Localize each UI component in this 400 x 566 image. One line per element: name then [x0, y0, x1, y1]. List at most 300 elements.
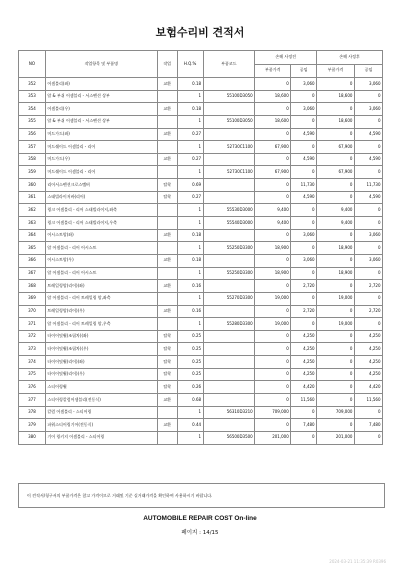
- cell-part-price-after: 0: [317, 191, 355, 204]
- cell-labor-after: 0: [354, 242, 382, 255]
- cell-part-price-after: 0: [317, 381, 355, 394]
- cell-labor-before: 4,420: [291, 381, 317, 394]
- cell-labor-after: 3,060: [354, 229, 382, 242]
- cell-hq: 1: [177, 115, 203, 128]
- header-part-price-after: 부품가격: [317, 64, 355, 78]
- cell-labor-after: 0: [354, 141, 382, 154]
- cell-part-price-before: 0: [255, 343, 291, 356]
- cell-no: 375: [19, 368, 46, 381]
- cell-hq: 1: [177, 242, 203, 255]
- cell-labor-before: 3,060: [291, 254, 317, 267]
- cell-part-price-before: 0: [255, 394, 291, 407]
- cell-part-code: 55280D3300: [203, 318, 255, 331]
- table-row: [19, 254, 383, 267]
- cell-labor-before: 4,590: [291, 128, 317, 141]
- cell-work: 교환: [157, 280, 177, 293]
- cell-part-price-after: 0: [317, 419, 355, 432]
- cell-no: 364: [19, 229, 46, 242]
- cell-part-price-after: 9,400: [317, 204, 355, 217]
- cell-no: 372: [19, 330, 46, 343]
- page-number: 페이지 : 14/15: [181, 530, 219, 536]
- table-row: [19, 267, 383, 280]
- table-row: [19, 78, 383, 91]
- cell-hq: 1: [177, 431, 203, 444]
- cell-labor-before: 0: [291, 242, 317, 255]
- cell-item: 칼럼 어셈블리 - 스티어링: [45, 406, 157, 419]
- header-item: 작업항목 및 부품명: [45, 51, 157, 78]
- cell-part-code: [203, 343, 255, 356]
- cell-item: 머드가드(좌): [45, 128, 157, 141]
- cell-item: 리어서스펜션크로스멤버: [45, 179, 157, 192]
- cell-item: 스티어링칼럼어셈블리(전동식): [45, 394, 157, 407]
- table-row: [19, 153, 383, 166]
- cell-part-code: [203, 179, 255, 192]
- cell-part-price-before: 201,000: [255, 431, 291, 444]
- cell-labor-after: 0: [354, 406, 382, 419]
- cell-item: 암 & 부쉬 어셈블리 - 서스펜션 상부: [45, 115, 157, 128]
- cell-work: 교환: [157, 229, 177, 242]
- table-row: [19, 381, 383, 394]
- disclaimer-note: 이 견적서/청구서의 부품가격은 참고 가격이므로 거래및 기준 실거래가격을 확인하여 사용하시기 바랍니다.: [18, 483, 385, 508]
- cell-no: 359: [19, 166, 46, 179]
- cell-labor-before: 0: [291, 90, 317, 103]
- cell-part-code: 55100D3050: [203, 90, 255, 103]
- cell-part-code: [203, 254, 255, 267]
- cell-labor-after: 3,060: [354, 103, 382, 116]
- cell-part-price-after: 201,000: [317, 431, 355, 444]
- cell-part-price-after: 0: [317, 280, 355, 293]
- table-row: [19, 431, 383, 444]
- cell-part-price-before: 19,000: [255, 318, 291, 331]
- cell-hq: 0.27: [177, 128, 203, 141]
- cell-work: 교환: [157, 419, 177, 432]
- header-hq: H.Q.%: [177, 51, 203, 78]
- cell-part-price-before: 67,900: [255, 166, 291, 179]
- cell-part-price-before: 0: [255, 368, 291, 381]
- cell-hq: 1: [177, 217, 203, 230]
- cell-no: 371: [19, 318, 46, 331]
- cell-labor-before: 4,590: [291, 191, 317, 204]
- cell-part-price-before: 0: [255, 103, 291, 116]
- header-work: 작업: [157, 51, 177, 78]
- table-row: [19, 419, 383, 432]
- cell-no: 357: [19, 141, 46, 154]
- cell-hq: 0.25: [177, 330, 203, 343]
- cell-part-price-after: 18,600: [317, 90, 355, 103]
- cell-hq: 0.44: [177, 419, 203, 432]
- cell-labor-before: 0: [291, 115, 317, 128]
- cell-item: 암 어셈블리 - 리어 트레일링 암,좌측: [45, 292, 157, 305]
- cell-work: [157, 115, 177, 128]
- cell-labor-before: 4,590: [291, 153, 317, 166]
- table-row: [19, 318, 383, 331]
- cell-item: 스태빌라이저바(리어): [45, 191, 157, 204]
- cell-item: 머드쉐이드 어셈블리 - 리어: [45, 141, 157, 154]
- cell-item: 링크 어셈블리 - 리어 스태빌라이저,좌측: [45, 204, 157, 217]
- cell-hq: 0.18: [177, 103, 203, 116]
- cell-labor-after: 4,250: [354, 356, 382, 369]
- cell-labor-before: 0: [291, 406, 317, 419]
- cell-no: 374: [19, 356, 46, 369]
- cell-labor-after: 7,480: [354, 419, 382, 432]
- table-row: [19, 394, 383, 407]
- cell-labor-before: 0: [291, 318, 317, 331]
- cell-work: [157, 217, 177, 230]
- cell-work: [157, 204, 177, 217]
- header-no: NO: [19, 51, 46, 78]
- table-row: [19, 356, 383, 369]
- cell-part-price-before: 0: [255, 128, 291, 141]
- cell-labor-after: 0: [354, 166, 382, 179]
- cell-hq: 0.25: [177, 356, 203, 369]
- cell-labor-before: 2,720: [291, 305, 317, 318]
- cell-part-code: 55250D3300: [203, 242, 255, 255]
- cell-labor-before: 0: [291, 292, 317, 305]
- cell-no: 379: [19, 419, 46, 432]
- cell-part-price-after: 67,900: [317, 141, 355, 154]
- cell-item: 파워스티어링기어(전동식): [45, 419, 157, 432]
- cell-part-code: [203, 191, 255, 204]
- cell-part-code: [203, 128, 255, 141]
- cell-no: 356: [19, 128, 46, 141]
- cell-hq: 0.18: [177, 78, 203, 91]
- header-before: 손해 사정전: [255, 51, 317, 65]
- cell-hq: 0.27: [177, 153, 203, 166]
- cell-labor-before: 4,250: [291, 343, 317, 356]
- table-row: [19, 128, 383, 141]
- cell-no: 360: [19, 179, 46, 192]
- table-row: [19, 217, 383, 230]
- cell-part-price-after: 18,900: [317, 267, 355, 280]
- cell-part-code: 56500D3500: [203, 431, 255, 444]
- cell-no: 378: [19, 406, 46, 419]
- cell-labor-after: 0: [354, 431, 382, 444]
- cell-part-code: 56310D3210: [203, 406, 255, 419]
- cell-work: [157, 318, 177, 331]
- cell-work: 교환: [157, 153, 177, 166]
- cell-labor-after: 2,720: [354, 280, 382, 293]
- cell-hq: 0.69: [177, 179, 203, 192]
- cell-labor-before: 3,060: [291, 103, 317, 116]
- cell-part-code: [203, 103, 255, 116]
- table-row: [19, 166, 383, 179]
- cell-part-price-after: 0: [317, 254, 355, 267]
- cell-item: 타이어및휠(조립차)(우): [45, 343, 157, 356]
- cell-part-code: 52730C1100: [203, 141, 255, 154]
- cell-part-price-after: 19,000: [317, 318, 355, 331]
- cell-item: 암 어셈블리 - 리어 어시스트: [45, 242, 157, 255]
- cell-part-price-after: 0: [317, 343, 355, 356]
- cell-work: 탈착: [157, 343, 177, 356]
- cell-part-price-after: 709,000: [317, 406, 355, 419]
- cell-hq: 1: [177, 141, 203, 154]
- cell-part-price-after: 0: [317, 78, 355, 91]
- cell-labor-after: 2,720: [354, 305, 382, 318]
- cell-item: 어셈블리(좌): [45, 78, 157, 91]
- cell-work: 탈착: [157, 179, 177, 192]
- cell-part-code: [203, 330, 255, 343]
- cell-labor-after: 3,060: [354, 254, 382, 267]
- cell-part-price-after: 19,000: [317, 292, 355, 305]
- cell-part-code: 52730C1100: [203, 166, 255, 179]
- cell-work: 탈착: [157, 191, 177, 204]
- cell-labor-before: 0: [291, 204, 317, 217]
- cell-part-price-after: 0: [317, 356, 355, 369]
- cell-labor-after: 0: [354, 115, 382, 128]
- table-row: [19, 368, 383, 381]
- cell-labor-before: 0: [291, 431, 317, 444]
- cell-item: 링크 어셈블리 - 리어 스태빌라이저,우측: [45, 217, 157, 230]
- cell-part-code: [203, 356, 255, 369]
- cell-labor-after: 0: [354, 318, 382, 331]
- header-labor-before: 공임: [291, 64, 317, 78]
- cell-labor-after: 0: [354, 90, 382, 103]
- cell-work: [157, 267, 177, 280]
- cell-work: 탈착: [157, 381, 177, 394]
- cell-hq: 0.16: [177, 280, 203, 293]
- header-code: 부품코드: [203, 51, 255, 78]
- cell-hq: 0.18: [177, 254, 203, 267]
- cell-labor-after: 4,250: [354, 343, 382, 356]
- cell-item: 트레일링암(리어)(좌): [45, 280, 157, 293]
- cell-part-code: [203, 153, 255, 166]
- cell-item: 타이어및휠(리어)(우): [45, 368, 157, 381]
- cell-labor-before: 7,480: [291, 419, 317, 432]
- table-row: [19, 330, 383, 343]
- cell-work: [157, 166, 177, 179]
- cell-work: 교환: [157, 78, 177, 91]
- cell-hq: 0.18: [177, 229, 203, 242]
- cell-no: 362: [19, 204, 46, 217]
- cell-part-code: 55540D3000: [203, 217, 255, 230]
- cell-labor-after: 0: [354, 204, 382, 217]
- cell-part-code: [203, 78, 255, 91]
- table-row: [19, 191, 383, 204]
- cell-hq: 1: [177, 166, 203, 179]
- cell-no: 368: [19, 280, 46, 293]
- cell-part-code: [203, 305, 255, 318]
- cell-part-price-before: 0: [255, 179, 291, 192]
- cell-part-price-before: 67,900: [255, 141, 291, 154]
- cell-no: 354: [19, 103, 46, 116]
- footer-brand: AUTOMOBILE REPAIR COST On-line: [143, 515, 257, 522]
- cell-part-price-before: 0: [255, 280, 291, 293]
- table-row: [19, 229, 383, 242]
- cell-no: 367: [19, 267, 46, 280]
- cell-work: 교환: [157, 128, 177, 141]
- cell-no: 361: [19, 191, 46, 204]
- cell-part-price-before: 9,400: [255, 204, 291, 217]
- cell-part-price-before: 0: [255, 78, 291, 91]
- cell-labor-after: 4,420: [354, 381, 382, 394]
- cell-item: 어셈블리(우): [45, 103, 157, 116]
- cell-hq: 0.16: [177, 305, 203, 318]
- cell-part-price-after: 0: [317, 305, 355, 318]
- cell-work: 탈착: [157, 356, 177, 369]
- cell-labor-after: 4,250: [354, 368, 382, 381]
- cell-part-price-before: 0: [255, 153, 291, 166]
- cell-part-price-before: 18,600: [255, 90, 291, 103]
- cell-work: 탈착: [157, 330, 177, 343]
- cell-labor-before: 0: [291, 166, 317, 179]
- cell-hq: 1: [177, 292, 203, 305]
- cell-part-code: [203, 280, 255, 293]
- cell-part-price-after: 0: [317, 394, 355, 407]
- table-row: [19, 141, 383, 154]
- table-row: [19, 179, 383, 192]
- cell-item: 스티어링휠: [45, 381, 157, 394]
- cell-no: 355: [19, 115, 46, 128]
- cell-part-price-before: 19,000: [255, 292, 291, 305]
- cell-part-price-after: 9,400: [317, 217, 355, 230]
- cell-labor-after: 4,250: [354, 330, 382, 343]
- cell-hq: 0.25: [177, 368, 203, 381]
- header-after: 손해 사정후: [317, 51, 383, 65]
- cell-labor-before: 0: [291, 267, 317, 280]
- table-row: [19, 242, 383, 255]
- cell-work: [157, 292, 177, 305]
- table-row: [19, 115, 383, 128]
- cell-hq: 0.68: [177, 394, 203, 407]
- cell-no: 358: [19, 153, 46, 166]
- cell-part-price-after: 0: [317, 179, 355, 192]
- cell-labor-after: 11,560: [354, 394, 382, 407]
- cell-labor-before: 4,250: [291, 368, 317, 381]
- cell-hq: 1: [177, 90, 203, 103]
- cell-part-price-before: 0: [255, 381, 291, 394]
- cell-part-code: [203, 229, 255, 242]
- cell-item: 암 & 부쉬 어셈블리 - 서스펜션 상부: [45, 90, 157, 103]
- table-row: [19, 343, 383, 356]
- cell-part-price-after: 0: [317, 153, 355, 166]
- cell-hq: 1: [177, 406, 203, 419]
- cell-no: 376: [19, 381, 46, 394]
- cell-no: 373: [19, 343, 46, 356]
- header-labor-after: 공임: [354, 64, 382, 78]
- estimate-rows: [19, 78, 383, 445]
- cell-work: [157, 406, 177, 419]
- cell-part-price-before: 0: [255, 254, 291, 267]
- cell-no: 370: [19, 305, 46, 318]
- cell-no: 365: [19, 242, 46, 255]
- cell-work: [157, 431, 177, 444]
- document-title: 보험수리비 견적서: [155, 26, 245, 39]
- cell-work: 탈착: [157, 368, 177, 381]
- cell-part-price-before: 0: [255, 191, 291, 204]
- cell-part-price-after: 0: [317, 330, 355, 343]
- cell-part-code: [203, 419, 255, 432]
- cell-item: 머드가드(우): [45, 153, 157, 166]
- cell-item: 타이어및휠(조립차)(좌): [45, 330, 157, 343]
- cell-part-code: [203, 368, 255, 381]
- cell-part-price-before: 0: [255, 419, 291, 432]
- cell-labor-before: 4,250: [291, 330, 317, 343]
- cell-part-price-before: 18,900: [255, 267, 291, 280]
- cell-hq: 0.27: [177, 191, 203, 204]
- cell-work: [157, 90, 177, 103]
- cell-labor-before: 0: [291, 141, 317, 154]
- cell-part-price-before: 0: [255, 330, 291, 343]
- cell-labor-before: 3,060: [291, 78, 317, 91]
- cell-item: 어시스트암(좌): [45, 229, 157, 242]
- cell-labor-before: 4,250: [291, 356, 317, 369]
- cell-work: 교환: [157, 305, 177, 318]
- cell-hq: 0.26: [177, 381, 203, 394]
- cell-labor-after: 4,590: [354, 191, 382, 204]
- cell-part-code: [203, 381, 255, 394]
- cell-hq: 0.25: [177, 343, 203, 356]
- cell-part-price-after: 67,900: [317, 166, 355, 179]
- cell-work: 교환: [157, 103, 177, 116]
- cell-part-code: 55270D3300: [203, 292, 255, 305]
- cell-part-price-after: 18,600: [317, 115, 355, 128]
- cell-item: 암 어셈블리 - 리어 어시스트: [45, 267, 157, 280]
- cell-part-code: 55530D3000: [203, 204, 255, 217]
- cell-labor-after: 11,730: [354, 179, 382, 192]
- cell-labor-after: 0: [354, 267, 382, 280]
- cell-hq: 1: [177, 204, 203, 217]
- table-row: [19, 90, 383, 103]
- cell-part-price-before: 9,400: [255, 217, 291, 230]
- cell-labor-after: 3,060: [354, 78, 382, 91]
- cell-part-code: [203, 394, 255, 407]
- cell-labor-after: 4,590: [354, 153, 382, 166]
- cell-part-price-after: 0: [317, 368, 355, 381]
- cell-part-price-before: 0: [255, 305, 291, 318]
- cell-no: 353: [19, 90, 46, 103]
- cell-no: 380: [19, 431, 46, 444]
- cell-labor-before: 2,720: [291, 280, 317, 293]
- cell-no: 366: [19, 254, 46, 267]
- estimate-table: [18, 50, 383, 445]
- table-row: [19, 292, 383, 305]
- cell-part-price-after: 18,900: [317, 242, 355, 255]
- cell-work: [157, 141, 177, 154]
- cell-work: 교환: [157, 254, 177, 267]
- cell-item: 어시스트암(우): [45, 254, 157, 267]
- cell-item: 타이어및휠(리어)(좌): [45, 356, 157, 369]
- cell-part-price-before: 18,600: [255, 115, 291, 128]
- cell-part-price-after: 0: [317, 128, 355, 141]
- table-row: [19, 103, 383, 116]
- cell-work: 교환: [157, 394, 177, 407]
- cell-hq: 1: [177, 267, 203, 280]
- cell-part-price-before: 709,000: [255, 406, 291, 419]
- cell-labor-before: 3,060: [291, 229, 317, 242]
- header-part-price-before: 부품가격: [255, 64, 291, 78]
- cell-labor-before: 0: [291, 217, 317, 230]
- timestamp-stamp: 2024-03-21 11:35:39 R0396: [329, 559, 386, 564]
- cell-item: 기어 링키지 어셈블리 - 스티어링: [45, 431, 157, 444]
- cell-part-code: 55100D3050: [203, 115, 255, 128]
- cell-labor-before: 11,560: [291, 394, 317, 407]
- cell-no: 363: [19, 217, 46, 230]
- cell-part-price-before: 18,900: [255, 242, 291, 255]
- cell-labor-after: 4,590: [354, 128, 382, 141]
- cell-no: 352: [19, 78, 46, 91]
- table-row: [19, 406, 383, 419]
- cell-item: 머드쉐이드 어셈블리 - 리어: [45, 166, 157, 179]
- cell-labor-after: 0: [354, 292, 382, 305]
- table-row: [19, 204, 383, 217]
- cell-item: 암 어셈블리 - 리어 트레일링 암,우측: [45, 318, 157, 331]
- cell-no: 377: [19, 394, 46, 407]
- cell-part-price-before: 0: [255, 229, 291, 242]
- table-row: [19, 280, 383, 293]
- table-row: [19, 305, 383, 318]
- cell-labor-after: 0: [354, 217, 382, 230]
- cell-part-price-before: 0: [255, 356, 291, 369]
